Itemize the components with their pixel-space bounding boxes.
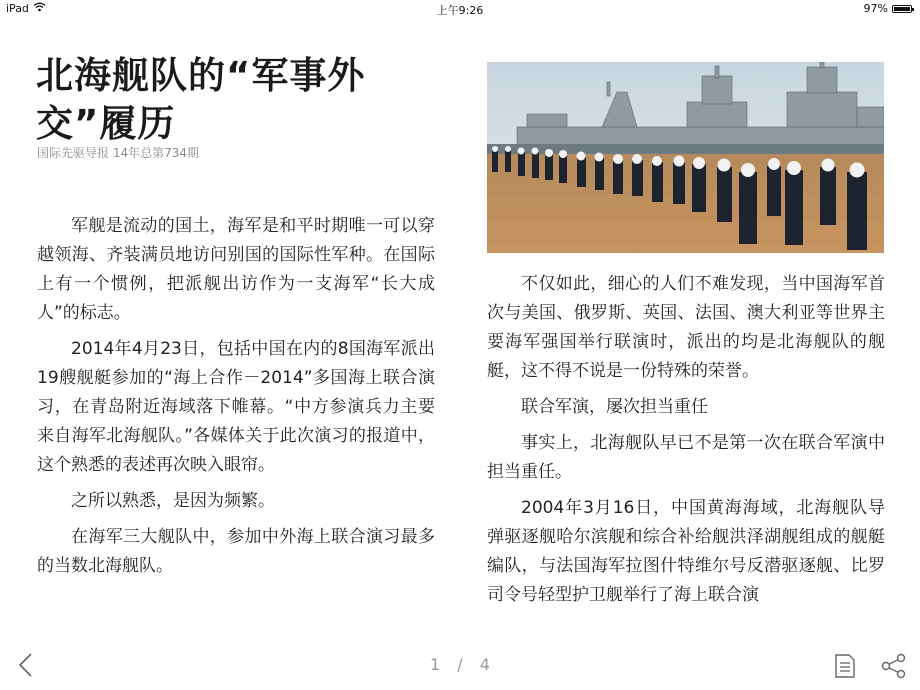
article-source: 国际先驱导报 14年总第734期 — [37, 146, 199, 160]
paragraph: 之所以熟悉，是因为频繁。 — [71, 491, 275, 511]
share-button[interactable] — [880, 653, 908, 679]
page-indicator — [0, 655, 920, 674]
contents-button[interactable] — [833, 653, 857, 679]
section-heading: 联合军演，屡次担当重任 — [521, 397, 708, 417]
article-photo — [487, 62, 884, 253]
share-icon — [880, 653, 908, 679]
page-separator: / — [457, 655, 463, 674]
clock: 上午9:26 — [436, 4, 484, 17]
bottom-toolbar — [0, 645, 920, 685]
paragraph: 在海军三大舰队中，参加中外海上联合演习最多的当数北海舰队。 — [37, 527, 435, 576]
paragraph: 2004年3月16日，中国黄海海域，北海舰队导弹驱逐舰哈尔滨舰和综合补给舰洪泽湖舰组成的舰艇编队，与法国海军拉图什特维尔号反潜驱逐舰、比罗司令号轻型护卫舰举行了海上联合演 — [487, 498, 885, 605]
current-page: 1 — [430, 655, 441, 674]
paragraph: 事实上，北海舰队早已不是第一次在联合军演中担当重任。 — [487, 433, 885, 482]
battery-percent: 97% — [863, 2, 888, 15]
battery-icon — [892, 5, 912, 13]
article-title: 北海舰队的“军事外交”履历 — [36, 54, 366, 145]
paragraph: 2014年4月23日，包括中国在内的8国海军派出19艘舰艇参加的“海上合作－2014”多国海上联合演习，在青岛附近海域落下帷幕。“中方参演兵力主要来自海军北海舰队。”各媒体关于此次演习的报道中，这个熟悉的表述再次映入眼帘。 — [37, 339, 435, 475]
article-column-left — [37, 212, 435, 588]
total-pages: 4 — [479, 655, 490, 674]
device-name: iPad — [6, 2, 29, 15]
status-right — [864, 2, 912, 15]
status-bar — [0, 0, 920, 18]
document-list-icon — [833, 653, 857, 679]
article-column-right — [487, 270, 885, 610]
paragraph: 军舰是流动的国土，海军是和平时期唯一可以穿越领海、齐装满员地访问别国的国际性军种。在国际上有一个惯例，把派舰出访作为一支海军“长大成人”的标志。 — [37, 216, 435, 323]
paragraph: 不仅如此，细心的人们不难发现，当中国海军首次与美国、俄罗斯、英国、法国、澳大利亚等世界主要海军强国举行联演时，派出的均是北海舰队的舰艇，这不得不说是一份特殊的荣誉。 — [487, 274, 885, 381]
